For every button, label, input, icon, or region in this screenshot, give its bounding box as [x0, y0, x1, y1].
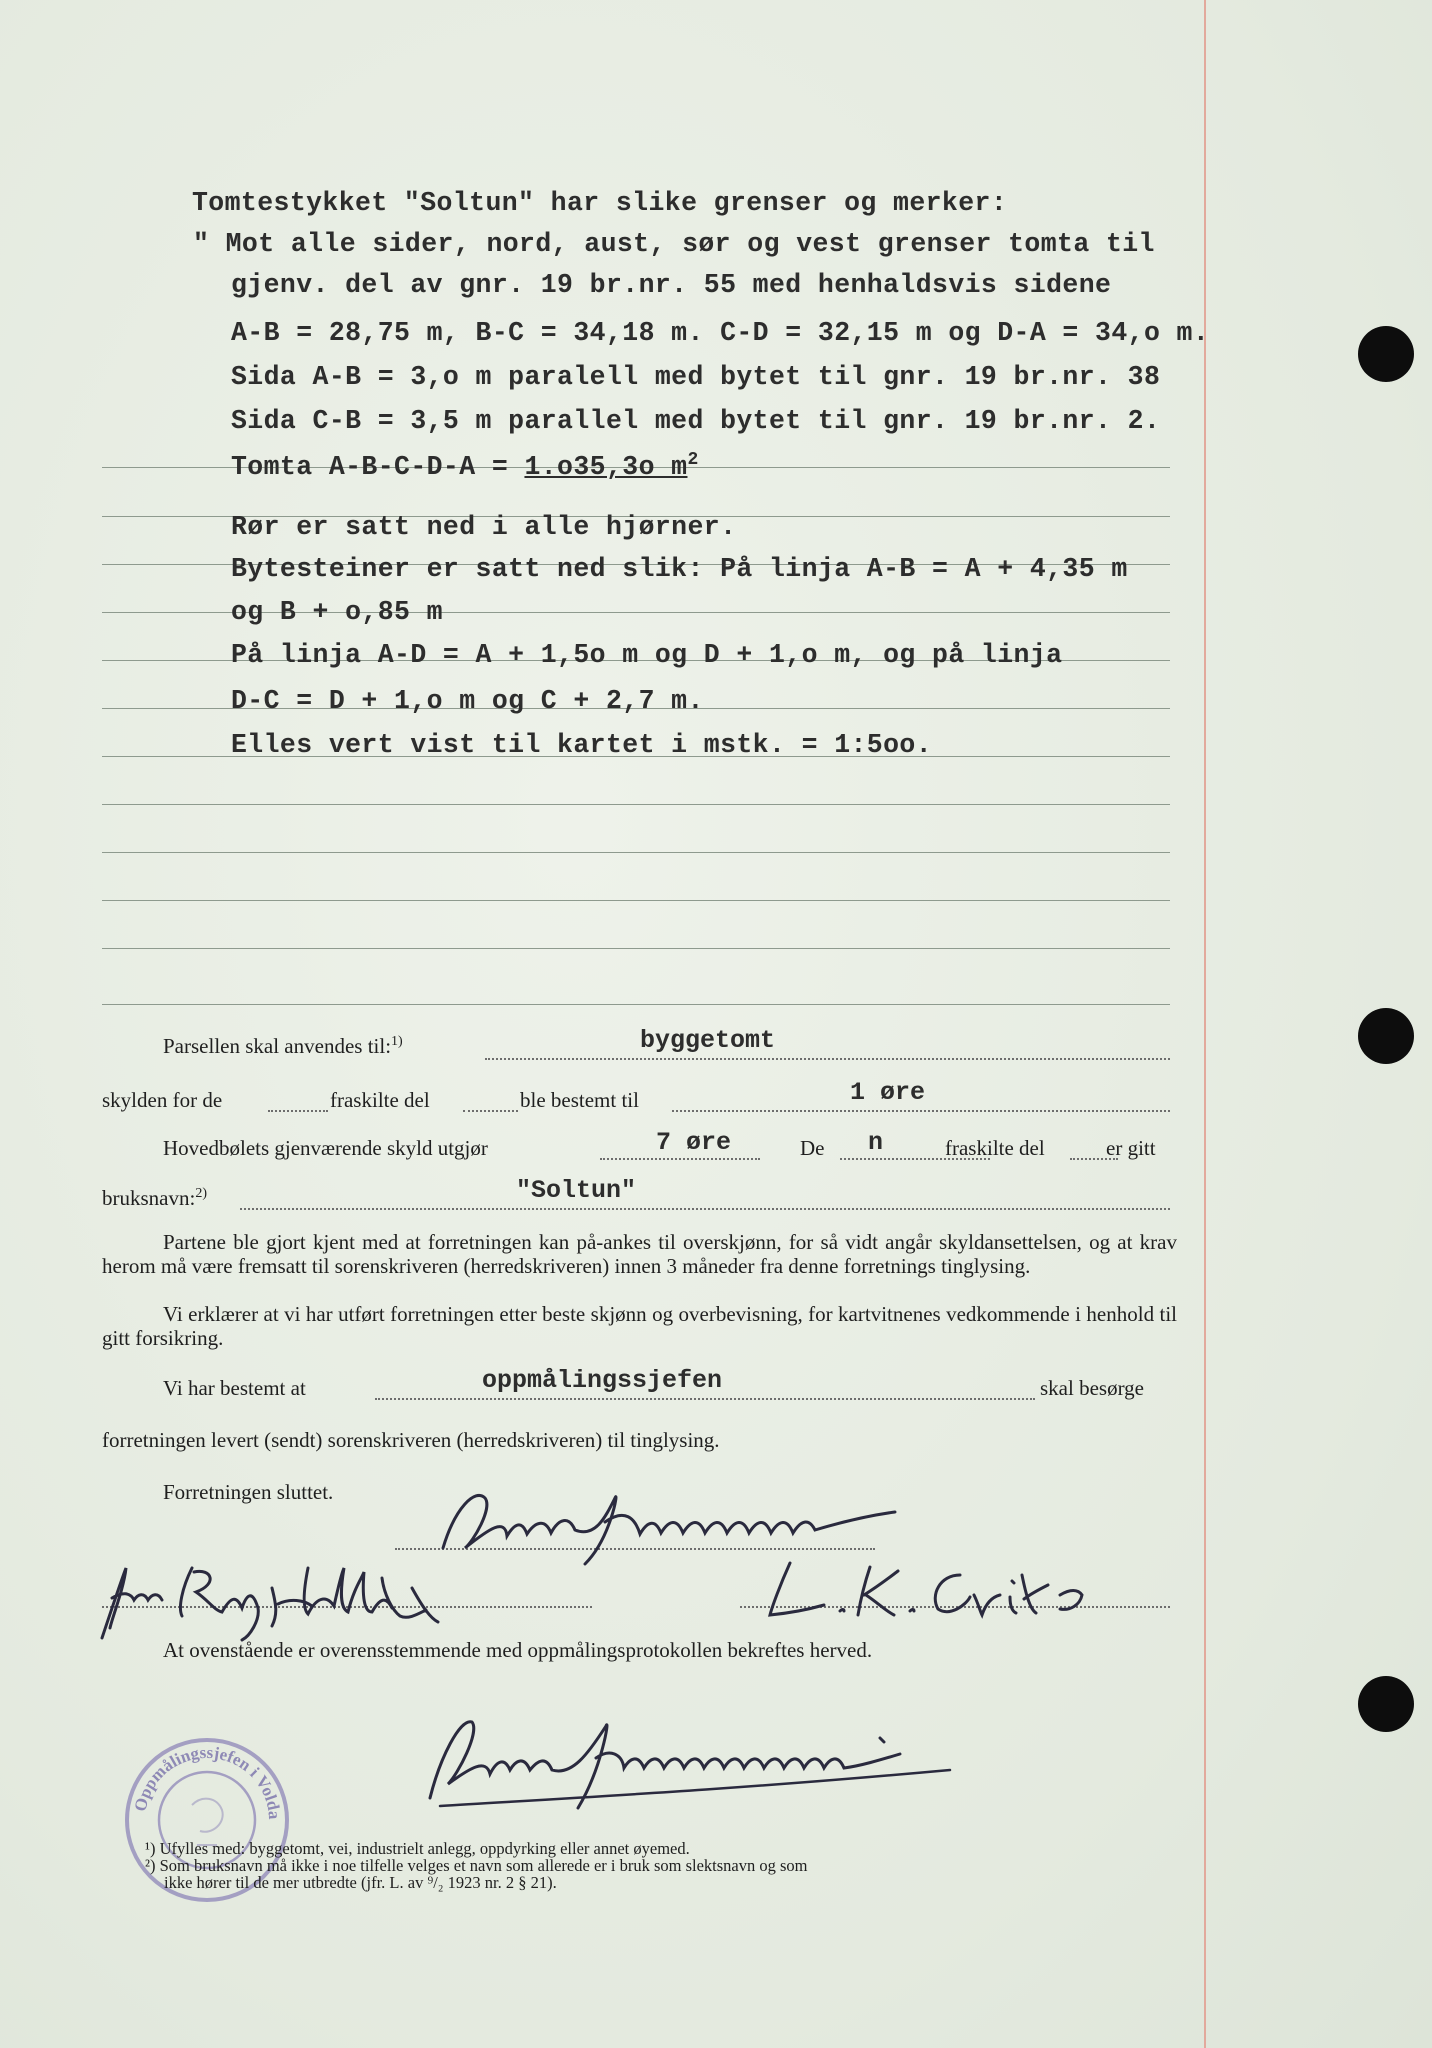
use-label: Parsellen skal anvendes til:$^{1)}$	[163, 1034, 403, 1058]
bestemt-label: Vi har bestemt at	[163, 1376, 306, 1400]
typed-line: Sida A-B = 3,o m paralell med bytet til gnr. 19 br.nr. 38	[231, 362, 1161, 392]
typed-line: Rør er satt ned i alle hjørner.	[231, 512, 737, 542]
use-value: byggetomt	[640, 1026, 776, 1055]
ruled-line	[102, 1004, 1170, 1005]
handwritten-signature	[410, 1698, 970, 1818]
dotted-line	[240, 1208, 1170, 1210]
ruled-line	[102, 948, 1170, 949]
typed-line: På linja A-D = A + 1,5o m og D + 1,o m, og på linja	[231, 640, 1063, 670]
bruksnavn-value: "Soltun"	[516, 1176, 637, 1205]
er-gitt-label: er gitt	[1106, 1136, 1156, 1160]
dotted-line	[268, 1110, 328, 1112]
declaration-paragraph: Vi erklærer at vi har utført forretningen etter beste skjønn og overbevisning, for kartvitnenes vedkommende i henhold til gitt forsikring.	[102, 1302, 1177, 1350]
fraskilte-label: fraskilte del	[945, 1136, 1045, 1160]
besorge-label: skal besørge	[1040, 1376, 1145, 1400]
skyld-label-a: skylden for de	[102, 1088, 223, 1112]
sluttet-line: Forretningen sluttet.	[163, 1480, 334, 1504]
ruled-line	[102, 900, 1170, 901]
dotted-line	[672, 1110, 1170, 1112]
skyld-label-c: ble bestemt til	[520, 1088, 639, 1112]
punch-hole	[1358, 326, 1414, 382]
de-value: n	[868, 1128, 884, 1157]
ruled-line	[102, 852, 1170, 853]
margin-line	[1204, 0, 1206, 2048]
punch-hole	[1358, 1008, 1414, 1064]
use-dotted-line	[485, 1058, 1170, 1060]
ruled-line	[102, 804, 1170, 805]
punch-hole	[1358, 1676, 1414, 1732]
svg-text:Oppmålingssjefen i Volda: Oppmålingssjefen i Volda	[130, 1742, 285, 1820]
dotted-line	[600, 1158, 760, 1160]
typed-line: " Mot alle sider, nord, aust, sør og vest grenser tomta til	[193, 229, 1155, 259]
footnote-1: ¹) Ufylles med: byggetomt, vei, industrielt anlegg, oppdyrking eller annet øyemed.	[145, 1839, 690, 1858]
typed-line	[231, 450, 699, 482]
footnote-2: ²) Som bruksnavn må ikke i noe tilfelle velges et navn som allerede er i bruk som slektsnavn og som	[145, 1856, 808, 1875]
de-label: De	[800, 1136, 825, 1160]
bestemt-value: oppmålingssjefen	[482, 1366, 723, 1395]
typed-line: Tomtestykket "Soltun" har slike grenser og merker:	[192, 188, 1008, 218]
typed-line: Bytesteiner er satt ned slik: På linja A-B = A + 4,35 m	[231, 554, 1128, 584]
dotted-line	[463, 1110, 518, 1112]
typed-line: gjenv. del av gnr. 19 br.nr. 55 med henhaldsvis sidene	[231, 270, 1112, 300]
hoved-label: Hovedbølets gjenværende skyld utgjør	[163, 1136, 488, 1160]
levert-line: forretningen levert (sendt) sorenskriveren (herredskriveren) til tinglysing.	[102, 1428, 720, 1452]
typed-line: og B + o,85 m	[231, 597, 443, 627]
bruksnavn-label: bruksnavn:$^{2)}$	[102, 1186, 207, 1210]
area-value: 1.o35,3o m	[524, 451, 688, 482]
dotted-line	[375, 1398, 1035, 1400]
skyld-label-b: fraskilte del	[330, 1088, 430, 1112]
footnote-2-cont: ikke hører til de mer utbredte (jfr. L. av ⁹/₂ 1923 nr. 2 § 21).	[164, 1873, 557, 1892]
hoved-value: 7 øre	[656, 1128, 732, 1157]
typed-line: Elles vert vist til kartet i mstk. = 1:5oo.	[231, 730, 933, 760]
bekreftes-line: At ovenstående er overensstemmende med oppmålingsprotokollen bekreftes herved.	[163, 1638, 873, 1662]
typed-line: A-B = 28,75 m, B-C = 34,18 m. C-D = 32,15 m og D-A = 34,o m.	[231, 318, 1210, 348]
handwritten-signature	[760, 1555, 1100, 1625]
skyld-value: 1 øre	[850, 1078, 926, 1107]
typed-line: Sida C-B = 3,5 m parallel med bytet til gnr. 19 br.nr. 2.	[231, 406, 1161, 436]
handwritten-signature	[82, 1548, 482, 1648]
area-unit-exponent: 2	[687, 450, 699, 470]
appeal-paragraph: Partene ble gjort kjent med at forretningen kan på-ankes til overskjønn, for så vidt angår skyldansettelsen, og at krav herom må være fremsatt til sorenskriveren (herredskriveren) innen 3 måneder fra denne forretnings tinglysing.	[102, 1230, 1177, 1278]
typed-line: D-C = D + 1,o m og C + 2,7 m.	[231, 686, 704, 716]
area-label: Tomta A-B-C-D-A =	[231, 451, 525, 482]
